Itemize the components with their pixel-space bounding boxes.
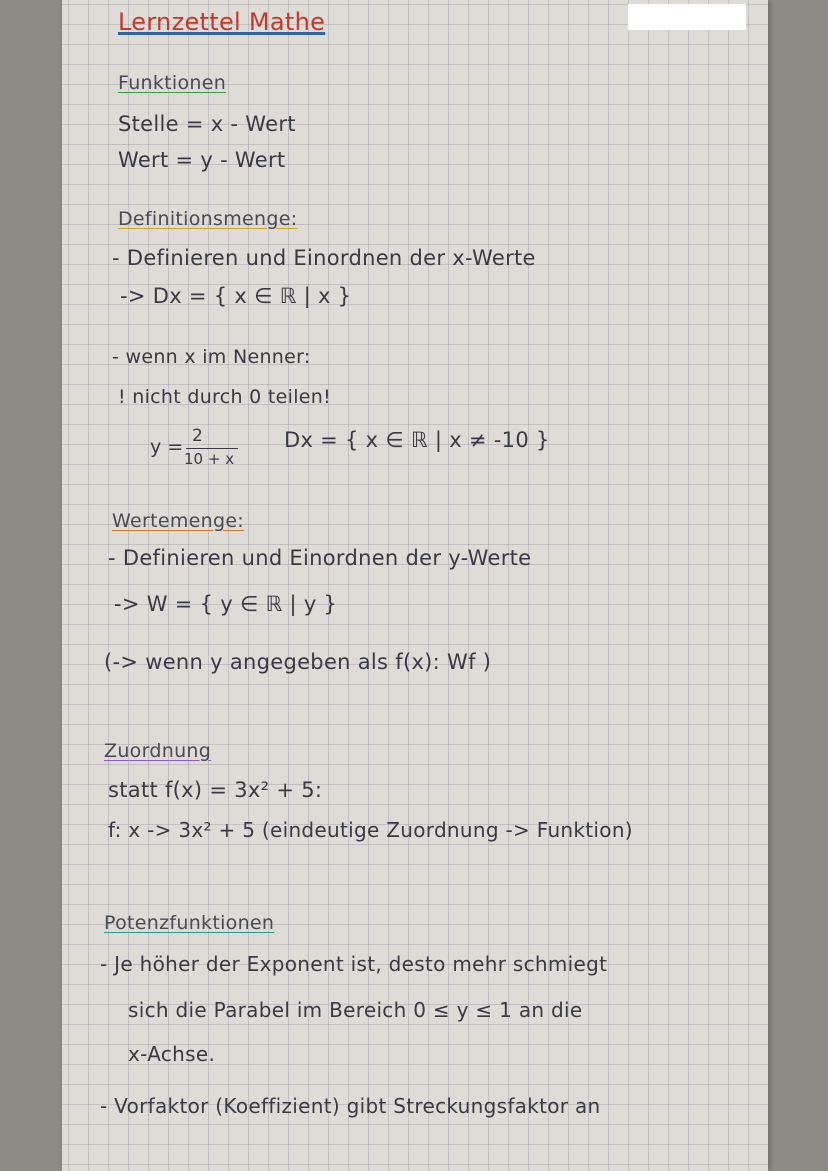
- text-zuordnung-line1: statt f(x) = 3x² + 5:: [108, 778, 323, 802]
- text-potenzfunktionen-line3: x-Achse.: [128, 1042, 216, 1066]
- fraction-numerator: 2: [192, 426, 203, 446]
- text-wertemenge-line2: -> W = { y ∈ ℝ | y }: [114, 592, 338, 616]
- text-definitionsmenge-set-example: Dx = { x ∈ ℝ | x ≠ -10 }: [284, 428, 550, 452]
- text-potenzfunktionen-line2: sich die Parabel im Bereich 0 ≤ y ≤ 1 an die: [128, 998, 583, 1022]
- grid-paper-sheet: [62, 0, 768, 1171]
- redacted-area: [628, 4, 746, 30]
- heading-funktionen: Funktionen: [118, 72, 227, 94]
- text-definitionsmenge-line4: ! nicht durch 0 teilen!: [118, 386, 332, 408]
- fraction-bar: [186, 448, 238, 449]
- text-stelle: Stelle = x - Wert: [118, 112, 296, 136]
- text-potenzfunktionen-line1: - Je höher der Exponent ist, desto mehr schmiegt: [100, 952, 608, 976]
- text-definitionsmenge-line3: - wenn x im Nenner:: [112, 346, 311, 368]
- text-wertemenge-line3: (-> wenn y angegeben als f(x): Wf ): [104, 650, 492, 674]
- text-wert: Wert = y - Wert: [118, 148, 286, 172]
- text-definitionsmenge-line1: - Definieren und Einordnen der x-Werte: [112, 246, 536, 270]
- text-wertemenge-line1: - Definieren und Einordnen der y-Werte: [108, 546, 532, 570]
- text-definitionsmenge-line2: -> Dx = { x ∈ ℝ | x }: [120, 284, 352, 308]
- page-title: Lernzettel Mathe: [118, 8, 326, 36]
- heading-zuordnung: Zuordnung: [104, 740, 212, 762]
- heading-definitionsmenge: Definitionsmenge:: [118, 208, 298, 230]
- text-potenzfunktionen-line4: - Vorfaktor (Koeffizient) gibt Streckungsfaktor an: [100, 1094, 601, 1118]
- heading-wertemenge: Wertemenge:: [112, 510, 245, 532]
- fraction-denominator: 10 + x: [184, 450, 235, 468]
- fraction-y-equals: [150, 426, 270, 474]
- fraction-lhs: y =: [150, 436, 184, 458]
- text-zuordnung-line2: f: x -> 3x² + 5 (eindeutige Zuordnung -> Funktion): [108, 818, 633, 842]
- heading-potenzfunktionen: Potenzfunktionen: [104, 912, 275, 934]
